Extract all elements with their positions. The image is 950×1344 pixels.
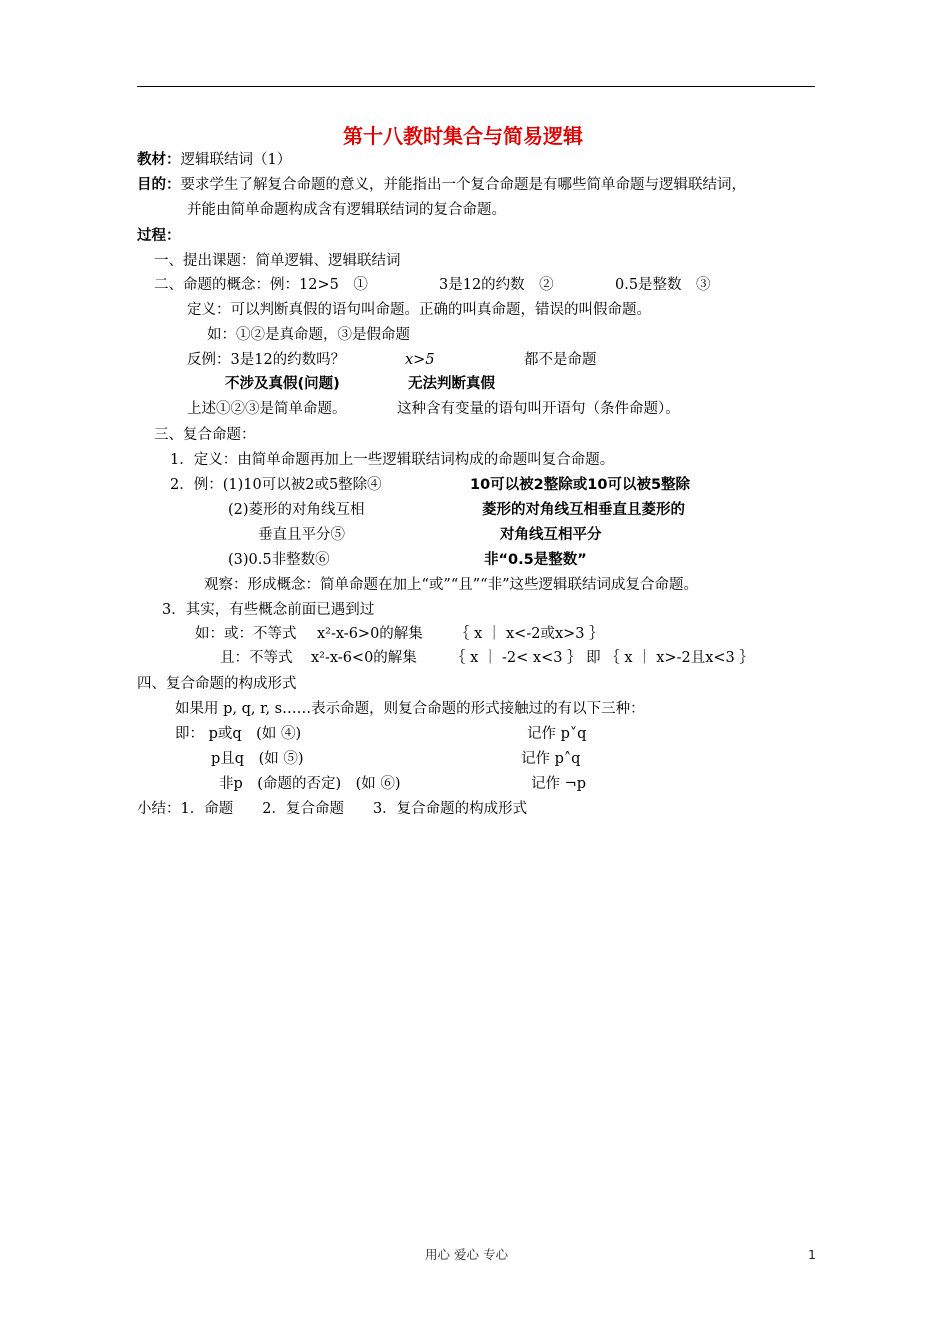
mudi-label: 目的： (137, 177, 181, 193)
section-3-or-label: 如：或：不等式 (195, 626, 297, 642)
section-3-definition: 1．定义：由简单命题再加上一些逻辑联结词构成的命题叫复合命题。 (170, 452, 615, 468)
section-2-bold-2: 无法判断真假 (408, 376, 495, 392)
section-3-or-set: ｛ x ｜ x<-2或x>3 ｝ (455, 626, 604, 642)
section-2-example-2: 3是12的约数 ② (439, 277, 554, 293)
section-4-row-2: p且q (如 ⑤) (211, 751, 304, 767)
section-4-row-3-notation: 记作 ¬p (531, 776, 587, 792)
section-3-example-2a: (2)菱形的对角线互相 (228, 502, 365, 518)
section-3-example-3b: 非“0.5是整数” (484, 552, 587, 568)
section-3-heading: 三、复合命题： (154, 427, 256, 443)
section-3-example-2c: 垂直且平分⑤ (258, 527, 345, 543)
section-3-or-inequality: x²-x-6>0的解集 (317, 626, 423, 642)
section-2-definition: 定义：可以判断真假的语句叫命题。正确的叫真命题，错误的叫假命题。 (187, 302, 651, 318)
section-3-example-2b: 菱形的对角线互相垂直且菱形的 (482, 502, 685, 518)
section-2-summary: 上述①②③是简单命题。 (187, 401, 347, 417)
section-2-example-note: 如：①②是真命题，③是假命题 (207, 327, 410, 343)
jiaocai-text: 逻辑联结词（1） (180, 152, 292, 168)
page-title: 第十八教时集合与简易逻辑 (343, 124, 583, 148)
summary-line: 小结：1．命题 2．复合命题 3．复合命题的构成形式 (137, 801, 528, 817)
guocheng-label: 过程： (137, 228, 181, 244)
page-number: 1 (808, 1247, 816, 1262)
section-2-example-3: 0.5是整数 ③ (615, 277, 711, 293)
section-4-row-2-notation: 记作 p˄q (521, 751, 581, 767)
section-4-intro: 如果用 p, q, r, s……表示命题，则复合命题的形式接触过的有以下三种： (175, 701, 645, 717)
section-4-row-3: 非p (命题的否定) (如 ⑥) (219, 776, 401, 792)
section-3-point-3: 3．其实，有些概念前面已遇到过 (162, 602, 375, 618)
mudi-line2: 并能由简单命题构成含有逻辑联结词的复合命题。 (187, 202, 506, 218)
jiaocai-label: 教材： (137, 152, 181, 168)
footer-motto: 用心 爱心 专心 (425, 1247, 508, 1262)
section-4-row-1: 即： p或q (如 ④) (175, 726, 302, 742)
section-3-observation: 观察：形成概念：简单命题在加上“或”“且”“非”这些逻辑联结词成复合命题。 (204, 577, 698, 593)
section-2-counterexample: 反例：3是12的约数吗？ (187, 352, 346, 368)
jiaocai-line (137, 153, 291, 168)
section-2-not-proposition: 都不是命题 (524, 352, 597, 368)
section-2-bold-1: 不涉及真假(问题) (225, 376, 340, 392)
section-3-and-set: ｛ x ｜ -2< x<3 ｝ 即 ｛ x ｜ x>-2且x<3 ｝ (451, 650, 754, 666)
header-rule (137, 86, 815, 87)
section-4-heading: 四、复合命题的构成形式 (137, 676, 297, 692)
section-1: 一、提出课题：简单逻辑、逻辑联结词 (154, 253, 401, 269)
section-3-and-inequality: x²-x-6<0的解集 (311, 650, 417, 666)
section-4-row-1-notation: 记作 p˅q (527, 726, 587, 742)
section-3-example-1-compound: 10可以被2整除或10可以被5整除 (470, 477, 691, 493)
mudi-line1 (137, 178, 746, 193)
section-2-open-sentence: 这种含有变量的语句叫开语句（条件命题）。 (397, 401, 680, 417)
section-3-example-2d: 对角线互相平分 (500, 527, 602, 543)
section-3-example-1: 2．例：(1)10可以被2或5整除④ (170, 477, 382, 493)
section-2-x-var: x>5 (405, 352, 435, 368)
mudi-text-1: 要求学生了解复合命题的意义，并能指出一个复合命题是有哪些简单命题与逻辑联结词， (180, 177, 746, 193)
section-3-example-3a: (3)0.5非整数⑥ (228, 552, 330, 568)
section-3-and-label: 且：不等式 (220, 650, 293, 666)
section-2-line: 二、命题的概念：例：12>5 ① (154, 277, 368, 293)
